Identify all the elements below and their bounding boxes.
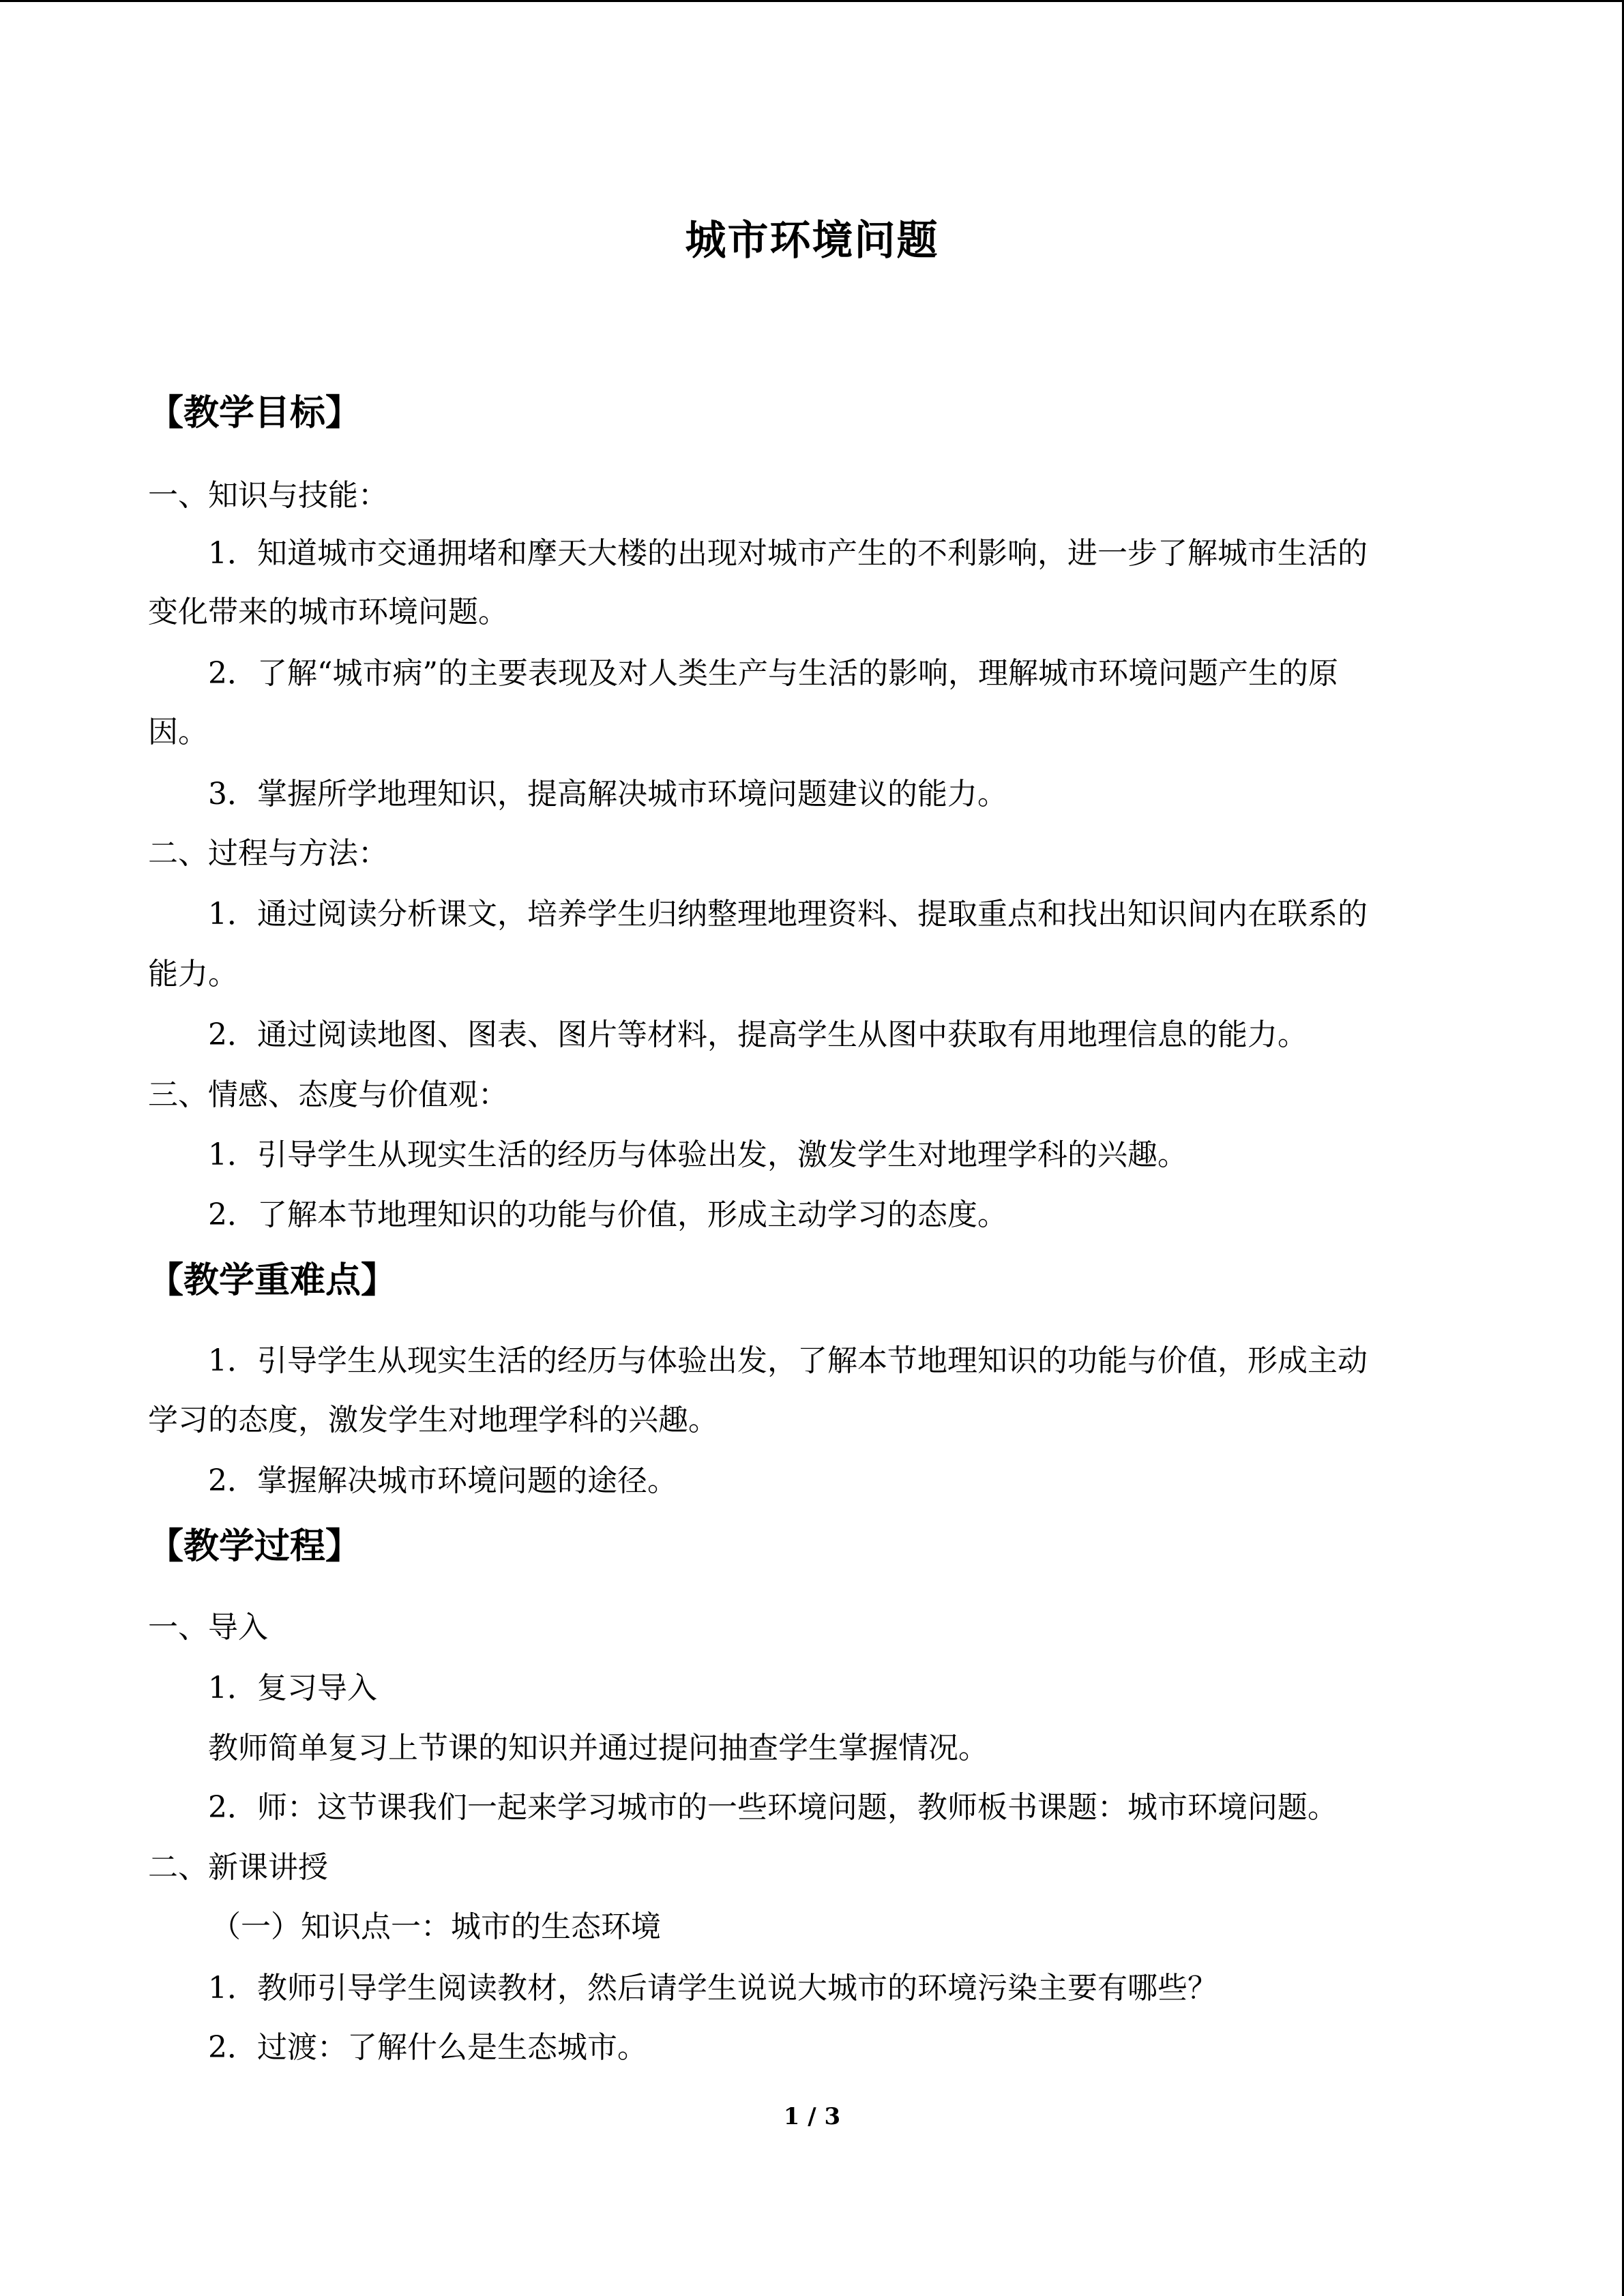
subheading-knowledge-skills: 一、知识与技能：: [148, 478, 388, 513]
subheading-introduction: 一、导入: [148, 1610, 268, 1645]
paragraph-line: 1．教师引导学生阅读教材，然后请学生说说大城市的环境污染主要有哪些？: [208, 1971, 1217, 2006]
paragraph-line: 教师简单复习上节课的知识并通过提问抽查学生掌握情况。: [208, 1731, 988, 1765]
paragraph-line: 2．过渡：了解什么是生态城市。: [208, 2030, 647, 2065]
paragraph-line: 1．通过阅读分析课文，培养学生归纳整理地理资料、提取重点和找出知识间内在联系的: [208, 897, 1368, 931]
paragraph-line: 2．通过阅读地图、图表、图片等材料，提高学生从图中获取有用地理信息的能力。: [208, 1017, 1308, 1052]
subheading-process-methods: 二、过程与方法：: [148, 836, 388, 871]
section-heading-process: 【教学过程】: [148, 1526, 361, 1567]
paragraph-line: 变化带来的城市环境问题。: [148, 595, 508, 629]
page-number: 1 / 3: [783, 2103, 841, 2130]
paragraph-line: 1．引导学生从现实生活的经历与体验出发，了解本节地理知识的功能与价值，形成主动: [208, 1343, 1368, 1378]
paragraph-line: 1．复习导入: [208, 1671, 377, 1705]
paragraph-line: 2．掌握解决城市环境问题的途径。: [208, 1463, 677, 1498]
paragraph-line: 3．掌握所学地理知识，提高解决城市环境问题建议的能力。: [208, 777, 1007, 811]
section-heading-objectives: 【教学目标】: [148, 393, 361, 434]
page-border-top: [0, 0, 1624, 2]
subheading-emotion-values: 三、情感、态度与价值观：: [148, 1077, 508, 1112]
paragraph-line: 2．了解本节地理知识的功能与价值，形成主动学习的态度。: [208, 1197, 1007, 1232]
paragraph-line: 1．引导学生从现实生活的经历与体验出发，激发学生对地理学科的兴趣。: [208, 1137, 1187, 1172]
paragraph-line: 2．师：这节课我们一起来学习城市的一些环境问题，教师板书课题：城市环境问题。: [208, 1790, 1338, 1825]
document-title: 城市环境问题: [685, 217, 939, 265]
section-heading-keypoints: 【教学重难点】: [148, 1260, 397, 1301]
paragraph-line: 能力。: [148, 957, 238, 992]
subheading-new-lesson: 二、新课讲授: [148, 1850, 328, 1885]
paragraph-line: 因。: [148, 715, 208, 749]
paragraph-line: 1．知道城市交通拥堵和摩天大楼的出现对城市产生的不利影响，进一步了解城市生活的: [208, 536, 1368, 571]
knowledge-point-heading: （一）知识点一：城市的生态环境: [211, 1909, 661, 1944]
paragraph-line: 2．了解“城市病”的主要表现及对人类生产与生活的影响，理解城市环境问题产生的原: [208, 656, 1338, 691]
paragraph-line: 学习的态度，激发学生对地理学科的兴趣。: [148, 1403, 718, 1437]
